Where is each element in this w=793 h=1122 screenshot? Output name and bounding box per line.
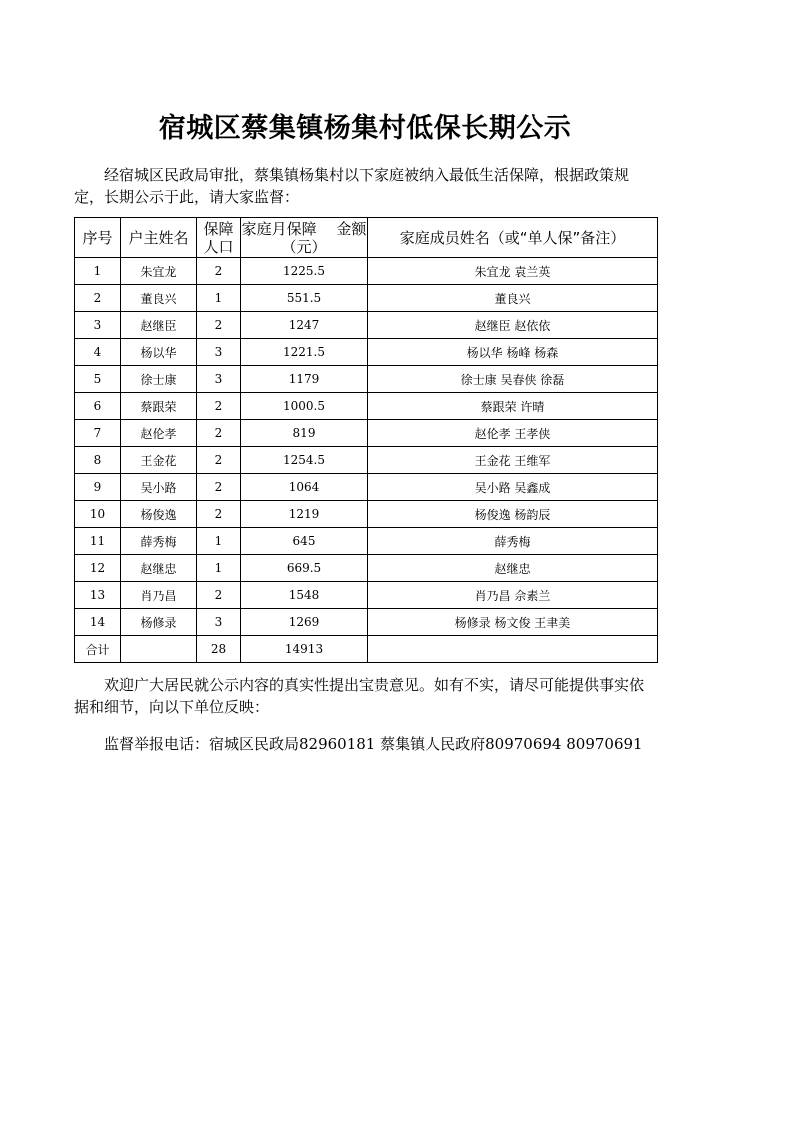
cell-seq: 4: [75, 339, 121, 366]
table-row: [75, 285, 658, 312]
cell-amount: 1254.5: [241, 447, 368, 474]
welfare-roster-table: [74, 217, 658, 663]
header-amount: 家庭月保障 金额（元）: [241, 219, 367, 256]
cell-seq: 9: [75, 474, 121, 501]
cell-head-name: 杨修录: [121, 609, 197, 636]
cell-count: 2: [197, 582, 241, 609]
table-row: [75, 609, 658, 636]
cell-seq: 7: [75, 420, 121, 447]
cell-head-name: 吴小路: [121, 474, 197, 501]
cell-head-name: 赵伦孝: [121, 420, 197, 447]
cell-count: 1: [197, 555, 241, 582]
cell-count: 3: [197, 609, 241, 636]
outro-paragraph: 欢迎广大居民就公示内容的真实性提出宝贵意见。如有不实，请尽可能提供事实依据和细节，向以下单位反映：: [74, 676, 645, 716]
cell-seq: 2: [75, 285, 121, 312]
cell-members: 董良兴: [368, 285, 658, 312]
cell-head-name: 薛秀梅: [121, 528, 197, 555]
cell-count: 2: [197, 474, 241, 501]
cell-amount: 1269: [241, 609, 368, 636]
cell-count: 2: [197, 312, 241, 339]
cell-seq: 1: [75, 258, 121, 285]
cell-members: 肖乃昌 佘素兰: [368, 582, 658, 609]
cell-amount: 1219: [241, 501, 368, 528]
table-row: [75, 420, 658, 447]
cell-count: 2: [197, 258, 241, 285]
table-row: [75, 501, 658, 528]
total-amount: 14913: [241, 636, 368, 663]
cell-count: 3: [197, 366, 241, 393]
cell-members: 王金花 王维军: [368, 447, 658, 474]
contact-line: 监督举报电话：宿城区民政局82960181 蔡集镇人民政府80970694 80970691: [104, 735, 643, 753]
cell-members: 赵伦孝 王孝侠: [368, 420, 658, 447]
cell-count: 2: [197, 501, 241, 528]
cell-head-name: 朱宜龙: [121, 258, 197, 285]
cell-members: 吴小路 吴鑫成: [368, 474, 658, 501]
table-row: [75, 474, 658, 501]
table-row: [75, 258, 658, 285]
cell-members: 赵继臣 赵依依: [368, 312, 658, 339]
cell-amount: 645: [241, 528, 368, 555]
table-row: [75, 528, 658, 555]
cell-members: 蔡跟荣 许晴: [368, 393, 658, 420]
header-head-name: 户主姓名: [121, 218, 197, 258]
cell-head-name: 徐士康: [121, 366, 197, 393]
cell-seq: 13: [75, 582, 121, 609]
cell-head-name: 杨以华: [121, 339, 197, 366]
cell-seq: 11: [75, 528, 121, 555]
cell-amount: 1548: [241, 582, 368, 609]
table-row: [75, 339, 658, 366]
cell-amount: 551.5: [241, 285, 368, 312]
table-row: [75, 393, 658, 420]
cell-seq: 5: [75, 366, 121, 393]
cell-count: 1: [197, 528, 241, 555]
cell-count: 2: [197, 393, 241, 420]
table-row: [75, 366, 658, 393]
cell-count: 3: [197, 339, 241, 366]
cell-amount: 1221.5: [241, 339, 368, 366]
cell-amount: 1247: [241, 312, 368, 339]
cell-head-name: 蔡跟荣: [121, 393, 197, 420]
total-head-name: [121, 636, 197, 663]
cell-head-name: 赵继臣: [121, 312, 197, 339]
cell-members: 杨以华 杨峰 杨森: [368, 339, 658, 366]
cell-seq: 10: [75, 501, 121, 528]
cell-head-name: 肖乃昌: [121, 582, 197, 609]
table-row: [75, 555, 658, 582]
header-members: 家庭成员姓名（或“单人保”备注）: [368, 218, 658, 258]
cell-count: 1: [197, 285, 241, 312]
total-members: [368, 636, 658, 663]
table-header-row: [75, 218, 658, 258]
cell-amount: 1064: [241, 474, 368, 501]
table-row: [75, 312, 658, 339]
cell-head-name: 杨俊逸: [121, 501, 197, 528]
cell-amount: 669.5: [241, 555, 368, 582]
cell-seq: 6: [75, 393, 121, 420]
cell-members: 杨修录 杨文俊 王聿美: [368, 609, 658, 636]
cell-amount: 1179: [241, 366, 368, 393]
page-title: 宿城区蔡集镇杨集村低保长期公示: [158, 113, 572, 144]
cell-amount: 1225.5: [241, 258, 368, 285]
cell-head-name: 王金花: [121, 447, 197, 474]
total-count: 28: [197, 636, 241, 663]
header-seq: 序号: [75, 218, 121, 258]
cell-members: 赵继忠: [368, 555, 658, 582]
table-total-row: [75, 636, 658, 663]
cell-amount: 819: [241, 420, 368, 447]
table-row: [75, 582, 658, 609]
cell-members: 薛秀梅: [368, 528, 658, 555]
cell-count: 2: [197, 447, 241, 474]
cell-amount: 1000.5: [241, 393, 368, 420]
cell-head-name: 赵继忠: [121, 555, 197, 582]
cell-seq: 14: [75, 609, 121, 636]
total-label: 合计: [75, 636, 121, 663]
header-count: 保障人口: [197, 218, 241, 258]
cell-members: 徐士康 吴春侠 徐磊: [368, 366, 658, 393]
cell-head-name: 董良兴: [121, 285, 197, 312]
table-body: [75, 258, 658, 663]
cell-members: 朱宜龙 袁兰英: [368, 258, 658, 285]
intro-paragraph: 经宿城区民政局审批，蔡集镇杨集村以下家庭被纳入最低生活保障，根据政策规定，长期公示于此，请大家监督：: [74, 166, 630, 206]
cell-seq: 12: [75, 555, 121, 582]
cell-count: 2: [197, 420, 241, 447]
cell-members: 杨俊逸 杨韵辰: [368, 501, 658, 528]
cell-seq: 3: [75, 312, 121, 339]
cell-seq: 8: [75, 447, 121, 474]
table-row: [75, 447, 658, 474]
